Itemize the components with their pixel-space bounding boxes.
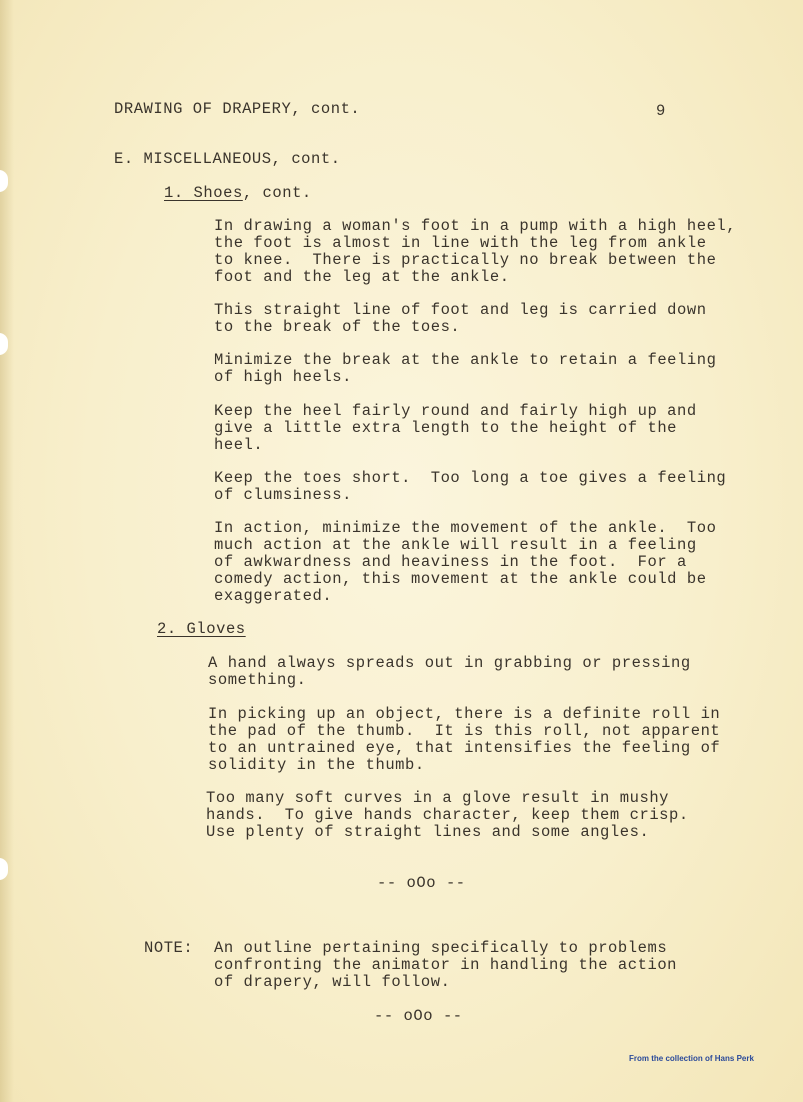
shoes-paragraph-line: of high heels. [214,368,352,386]
shoes-heading-suffix: , cont. [242,184,312,202]
shoes-paragraph-line: Minimize the break at the ankle to retain a feeling [214,351,717,369]
note-line: An outline pertaining specifically to problems [214,939,668,957]
shoes-paragraph-line: In drawing a woman's foot in a pump with a high heel, [214,217,737,235]
shoes-paragraph-line: Keep the toes short. Too long a toe gives a feeling [214,469,727,487]
shoes-paragraph-line: to knee. There is practically no break between the [214,251,717,269]
page-edge-shadow [0,0,14,1102]
shoes-paragraph-line: This straight line of foot and leg is carried down [214,301,707,319]
shoes-paragraph-line: give a little extra length to the height of the [214,419,678,437]
gloves-paragraph-line: something. [208,671,307,689]
shoes-paragraph-line: foot and the leg at the ankle. [214,268,510,286]
collection-credit: From the collection of Hans Perk [629,1054,754,1063]
shoes-paragraph-line: to the break of the toes. [214,318,461,336]
note-label: NOTE: [144,939,194,957]
shoes-heading [164,185,312,202]
note-line: confronting the animator in handling the action [214,956,678,974]
shoes-paragraph-line: In action, minimize the movement of the ankle. Too [214,519,717,537]
shoes-paragraph-line: heel. [214,436,264,454]
shoes-heading-label: 1. Shoes [164,184,243,202]
page-number: 9 [656,102,666,120]
section-heading: E. MISCELLANEOUS, cont. [114,150,341,168]
gloves-paragraph-line: solidity in the thumb. [208,756,425,774]
gloves-paragraph-line: hands. To give hands character, keep them crisp. [206,806,689,824]
gloves-paragraph-line: Too many soft curves in a glove result in mushy [206,789,670,807]
shoes-paragraph-line: comedy action, this movement at the ankle could be [214,570,707,588]
gloves-paragraph-line: to an untrained eye, that intensifies the feeling of [208,739,721,757]
shoes-paragraph-line: exaggerated. [214,587,333,605]
note-line: of drapery, will follow. [214,973,451,991]
shoes-paragraph-line: the foot is almost in line with the leg from ankle [214,234,707,252]
separator: -- oOo -- [377,874,466,892]
gloves-paragraph-line: In picking up an object, there is a definite roll in [208,705,721,723]
shoes-paragraph-line: of clumsiness. [214,486,352,504]
shoes-paragraph-line: of awkwardness and heaviness in the foot. For a [214,553,687,571]
gloves-heading: 2. Gloves [157,620,246,638]
gloves-paragraph-line: the pad of the thumb. It is this roll, not apparent [208,722,721,740]
gloves-paragraph-line: A hand always spreads out in grabbing or pressing [208,654,691,672]
shoes-paragraph-line: much action at the ankle will result in a feeling [214,536,697,554]
document-title: DRAWING OF DRAPERY, cont. [114,100,361,118]
shoes-paragraph-line: Keep the heel fairly round and fairly high up and [214,402,697,420]
separator: -- oOo -- [374,1007,463,1025]
gloves-paragraph-line: Use plenty of straight lines and some angles. [206,823,650,841]
